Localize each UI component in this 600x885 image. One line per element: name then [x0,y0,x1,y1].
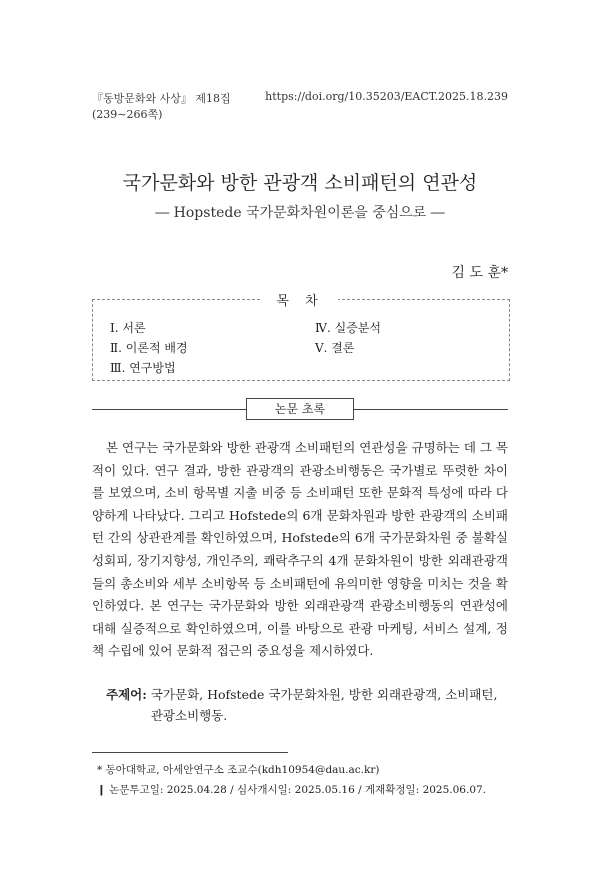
toc-item: Ⅳ. 실증분석 [315,321,381,335]
running-header [92,90,508,122]
doi-link[interactable]: https://doi.org/10.35203/EACT.2025.18.239 [265,90,508,103]
toc-left-column [110,318,188,378]
keywords-text: 국가문화, Hofstede 국가문화차원, 방한 외래관광객, 소비패턴, 관광소비행동. [150,687,498,723]
keywords [106,684,508,726]
paper-title: 국가문화와 방한 관광객 소비패턴의 연관성 [122,172,478,194]
toc-heading-label: 목 차 [262,294,337,309]
footnote-divider [92,752,288,753]
toc-right-column [315,318,381,358]
toc-item: Ⅲ. 연구방법 [110,361,176,375]
author-name: 김 도 훈* [451,265,508,281]
footnotes [97,760,486,800]
toc-heading [0,290,600,309]
keywords-label: 주제어: [106,687,147,702]
toc-item: Ⅱ. 이론적 배경 [110,341,188,355]
journal-citation: 『동방문화와 사상』 제18집(239∼266쪽) [92,92,231,121]
author-affiliation-footnote: * 동아대학교, 아세안연구소 조교수(kdh10954@dau.ac.kr) [97,764,380,776]
abstract-label: 논문 초록 [246,398,354,420]
paper-subtitle: ― Hopstede 국가문화차원이론을 중심으로 ― [155,205,445,221]
abstract-text: 본 연구는 국가문화와 방한 관광객 소비패턴의 연관성을 규명하는 데 그 목적이 있다. 연구 결과, 방한 관광객의 관광소비행동은 국가별로 뚜렷한 차이를 보였으며, 소비 항목별 지출 비중 등 소비패턴 또한 문화적 특성에 따라 다양하게 나타났다. 그리고 Hofstede의 6개 문화차원과 방한 관광객의 소비패턴 간의 상관관계를 확인하였으며, Hofstede의 6개 국가문화차원 중 불확실성회피, 장기지향성, 개인주의, 쾌락추구의 4개 문화차원이 방한 외래관광객들의 총소비와 세부 소비항목 등 소비패턴에 유의미한 영향을 미치는 것을 확인하였다. 본 연구는 국가문화와 방한 외래관광객 관광소비행동의 연관성에 대해 실증적으로 확인하였으며, 이를 바탕으로 관광 마케팅, 서비스 설계, 정책 수립에 있어 문화적 접근의 중요성을 제시하였다. [92,440,508,659]
submission-dates-footnote: ❙ 논문투고일: 2025.04.28 / 심사개시일: 2025.05.16 / 게재확정일: 2025.06.07. [97,784,487,796]
toc-item: Ⅰ. 서론 [110,321,146,335]
toc-item: Ⅴ. 결론 [315,341,355,355]
